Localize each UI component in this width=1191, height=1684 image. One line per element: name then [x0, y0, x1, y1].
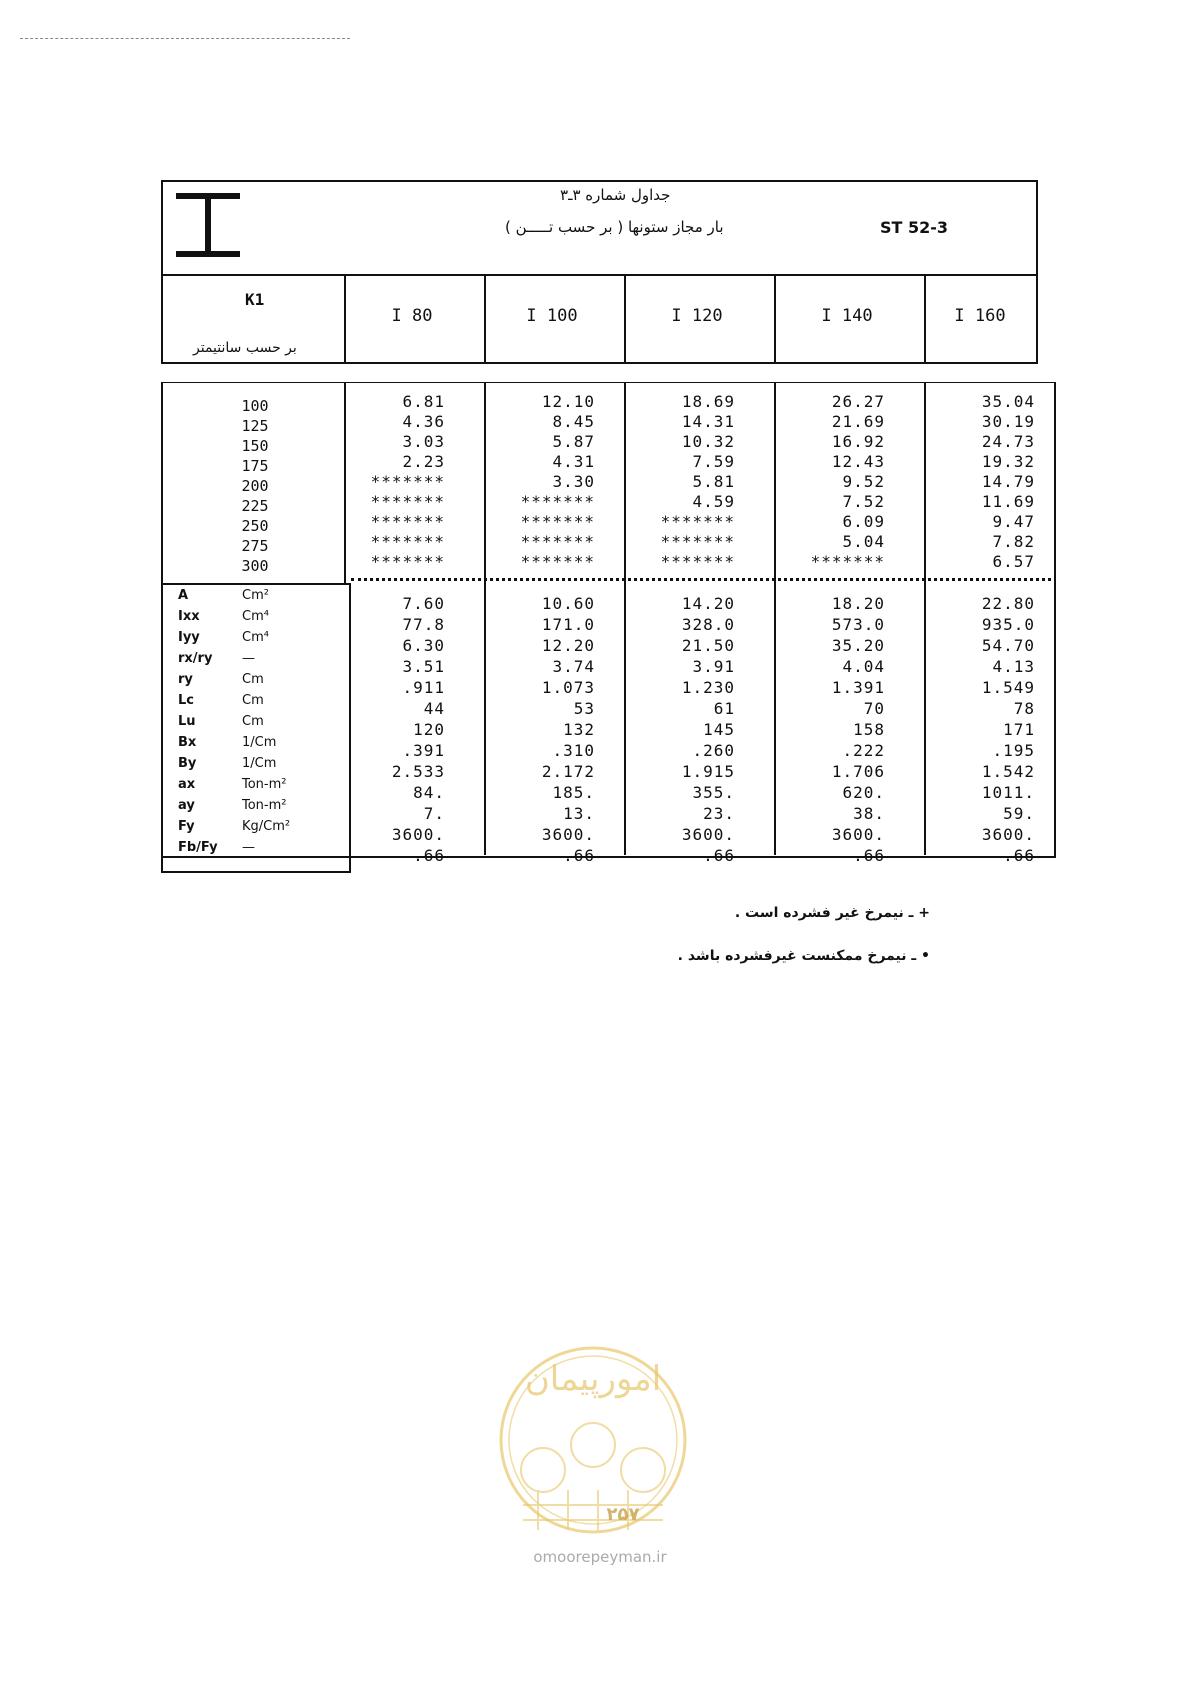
property-value-cell: 1.915 — [681, 762, 735, 781]
property-value-cell: 1.391 — [831, 678, 885, 697]
property-value-cell: 1.542 — [981, 762, 1035, 781]
property-value-cell: 3.91 — [692, 657, 735, 676]
span-value: 200 — [241, 477, 269, 495]
col-header-i160: I 160 — [954, 306, 1006, 326]
property-value-cell: 3600. — [391, 825, 445, 844]
load-cell: 7.82 — [992, 532, 1035, 551]
property-symbol: Iyy — [178, 630, 200, 645]
load-cell: ******* — [370, 512, 445, 531]
col-header-i80: I 80 — [391, 306, 433, 326]
col-header-i120: I 120 — [671, 306, 723, 326]
load-cell: 4.59 — [692, 492, 735, 511]
property-value-cell: 1.073 — [541, 678, 595, 697]
property-value-cell: 171.0 — [541, 615, 595, 634]
property-value-cell: .911 — [402, 678, 445, 697]
property-value-cell: .222 — [842, 741, 885, 760]
property-value-cell: 84. — [413, 783, 445, 802]
load-cell: 14.79 — [981, 472, 1035, 491]
note-may-be-non-compact: • ـ نیمرخ ممکنست غیرفشرده باشد . — [677, 948, 930, 964]
property-value-cell: 14.20 — [681, 594, 735, 613]
property-value-cell: .66 — [563, 846, 595, 865]
property-value-cell: 7. — [423, 804, 445, 823]
load-cell: 6.81 — [402, 392, 445, 411]
property-unit: Cm — [242, 693, 264, 708]
load-cell: ******* — [370, 532, 445, 551]
property-value-cell: 3600. — [541, 825, 595, 844]
property-unit: Cm⁴ — [242, 609, 269, 624]
property-value-cell: 3.51 — [402, 657, 445, 676]
load-cell: 5.04 — [842, 532, 885, 551]
load-cell: 35.04 — [981, 392, 1035, 411]
property-value-cell: .66 — [703, 846, 735, 865]
property-value-cell: 573.0 — [831, 615, 885, 634]
span-value: 300 — [241, 557, 269, 575]
property-value-cell: 145 — [703, 720, 735, 739]
load-cell: ******* — [810, 552, 885, 571]
scan-top-mark — [20, 38, 350, 39]
span-value: 275 — [241, 537, 269, 555]
property-value-cell: 21.50 — [681, 636, 735, 655]
property-value-cell: 4.13 — [992, 657, 1035, 676]
span-value: 175 — [241, 457, 269, 475]
property-value-cell: 3600. — [681, 825, 735, 844]
load-cell: 7.59 — [692, 452, 735, 471]
load-cell: 9.52 — [842, 472, 885, 491]
property-value-cell: 7.60 — [402, 594, 445, 613]
property-unit: 1/Cm — [242, 735, 277, 750]
property-value-cell: .66 — [413, 846, 445, 865]
property-value-cell: .66 — [1003, 846, 1035, 865]
load-cell: 5.81 — [692, 472, 735, 491]
load-cell: ******* — [520, 492, 595, 511]
load-cell: ******* — [520, 552, 595, 571]
property-value-cell: 132 — [563, 720, 595, 739]
load-cell: 16.92 — [831, 432, 885, 451]
property-value-cell: 158 — [853, 720, 885, 739]
property-value-cell: 13. — [563, 804, 595, 823]
property-unit: Ton-m² — [242, 777, 287, 792]
property-value-cell: 1.230 — [681, 678, 735, 697]
property-value-cell: 328.0 — [681, 615, 735, 634]
load-cell: 21.69 — [831, 412, 885, 431]
load-cell: 10.32 — [681, 432, 735, 451]
property-unit: Cm⁴ — [242, 630, 269, 645]
property-value-cell: 1.549 — [981, 678, 1035, 697]
property-value-cell: 120 — [413, 720, 445, 739]
load-cell: 3.03 — [402, 432, 445, 451]
load-cell: 18.69 — [681, 392, 735, 411]
property-value-cell: 3.74 — [552, 657, 595, 676]
property-symbol: Lu — [178, 714, 196, 729]
website-watermark: omoorepeyman.ir — [533, 1548, 667, 1566]
separator-line — [351, 578, 1051, 581]
note-non-compact: + ـ نیمرخ غیر فشرده است . — [734, 905, 930, 921]
load-cell: 11.69 — [981, 492, 1035, 511]
property-value-cell: 54.70 — [981, 636, 1035, 655]
property-symbol: Lc — [178, 693, 194, 708]
property-value-cell: 3600. — [831, 825, 885, 844]
property-symbol: ay — [178, 798, 195, 813]
load-cell: ******* — [660, 512, 735, 531]
col-header-i100: I 100 — [526, 306, 578, 326]
property-value-cell: 2.533 — [391, 762, 445, 781]
load-cell: ******* — [660, 532, 735, 551]
i-beam-icon — [176, 193, 240, 257]
property-value-cell: 53 — [573, 699, 595, 718]
property-value-cell: 185. — [552, 783, 595, 802]
property-symbol: rx/ry — [178, 651, 213, 666]
property-value-cell: 10.60 — [541, 594, 595, 613]
property-value-cell: 59. — [1003, 804, 1035, 823]
load-cell: 14.31 — [681, 412, 735, 431]
load-cell: ******* — [370, 552, 445, 571]
property-unit: Cm² — [242, 588, 269, 603]
property-value-cell: 44 — [423, 699, 445, 718]
load-cell: ******* — [520, 512, 595, 531]
load-cell: 3.30 — [552, 472, 595, 491]
property-value-cell: .66 — [853, 846, 885, 865]
property-value-cell: .195 — [992, 741, 1035, 760]
table-title: جداول شماره ۳ـ۳ — [560, 186, 671, 204]
load-cell: ******* — [370, 472, 445, 491]
property-value-cell: 355. — [692, 783, 735, 802]
property-value-cell: .391 — [402, 741, 445, 760]
property-symbol: Ixx — [178, 609, 200, 624]
k1-unit: بر حسب سانتیمتر — [193, 340, 297, 356]
property-value-cell: 78 — [1013, 699, 1035, 718]
span-value: 250 — [241, 517, 269, 535]
load-cell: 30.19 — [981, 412, 1035, 431]
property-value-cell: .260 — [692, 741, 735, 760]
property-value-cell: 77.8 — [402, 615, 445, 634]
load-cell: 7.52 — [842, 492, 885, 511]
span-value: 225 — [241, 497, 269, 515]
load-cell: 4.36 — [402, 412, 445, 431]
property-value-cell: 18.20 — [831, 594, 885, 613]
load-cell: 12.43 — [831, 452, 885, 471]
property-value-cell: 3600. — [981, 825, 1035, 844]
load-cell: ******* — [520, 532, 595, 551]
property-value-cell: 6.30 — [402, 636, 445, 655]
property-value-cell: 2.172 — [541, 762, 595, 781]
load-cell: 6.57 — [992, 552, 1035, 571]
steel-grade: ST 52-3 — [880, 218, 949, 237]
table-subtitle: بار مجاز ستونها ( بر حسب تـــــن ) — [505, 218, 724, 236]
load-cell: 19.32 — [981, 452, 1035, 471]
page-number: ۲۵۷ — [606, 1504, 640, 1525]
property-value-cell: 620. — [842, 783, 885, 802]
span-value: 100 — [241, 397, 269, 415]
property-value-cell: 12.20 — [541, 636, 595, 655]
property-value-cell: 4.04 — [842, 657, 885, 676]
property-symbol: A — [178, 588, 189, 603]
property-symbol: Fb/Fy — [178, 840, 218, 855]
load-cell: ******* — [370, 492, 445, 511]
property-symbol: Bx — [178, 735, 197, 750]
load-cell: 24.73 — [981, 432, 1035, 451]
property-value-cell: 1011. — [981, 783, 1035, 802]
load-cell: 2.23 — [402, 452, 445, 471]
property-unit: 1/Cm — [242, 756, 277, 771]
property-value-cell: 38. — [853, 804, 885, 823]
load-cell: 8.45 — [552, 412, 595, 431]
property-symbol: ax — [178, 777, 196, 792]
property-value-cell: 35.20 — [831, 636, 885, 655]
load-cell: 4.31 — [552, 452, 595, 471]
load-cell: ******* — [660, 552, 735, 571]
property-value-cell: 61 — [713, 699, 735, 718]
load-cell: 12.10 — [541, 392, 595, 411]
publisher-stamp — [493, 1330, 693, 1580]
col-header-i140: I 140 — [821, 306, 873, 326]
property-unit: Cm — [242, 714, 264, 729]
load-cell: 5.87 — [552, 432, 595, 451]
property-value-cell: 23. — [703, 804, 735, 823]
property-unit: — — [242, 840, 255, 855]
property-value-cell: 1.706 — [831, 762, 885, 781]
property-unit: — — [242, 651, 255, 666]
property-symbol: Fy — [178, 819, 195, 834]
property-value-cell: 70 — [863, 699, 885, 718]
property-value-cell: .310 — [552, 741, 595, 760]
k1-label: K1 — [245, 290, 265, 309]
property-unit: Ton-m² — [242, 798, 287, 813]
property-value-cell: 171 — [1003, 720, 1035, 739]
span-value: 125 — [241, 417, 269, 435]
property-unit: Cm — [242, 672, 264, 687]
span-value: 150 — [241, 437, 269, 455]
property-unit: Kg/Cm² — [242, 819, 291, 834]
property-symbol: ry — [178, 672, 193, 687]
load-cell: 6.09 — [842, 512, 885, 531]
stamp-brand: امورپیمان — [524, 1359, 662, 1399]
property-symbol: By — [178, 756, 197, 771]
load-cell: 26.27 — [831, 392, 885, 411]
load-cell: 9.47 — [992, 512, 1035, 531]
property-value-cell: 22.80 — [981, 594, 1035, 613]
property-value-cell: 935.0 — [981, 615, 1035, 634]
